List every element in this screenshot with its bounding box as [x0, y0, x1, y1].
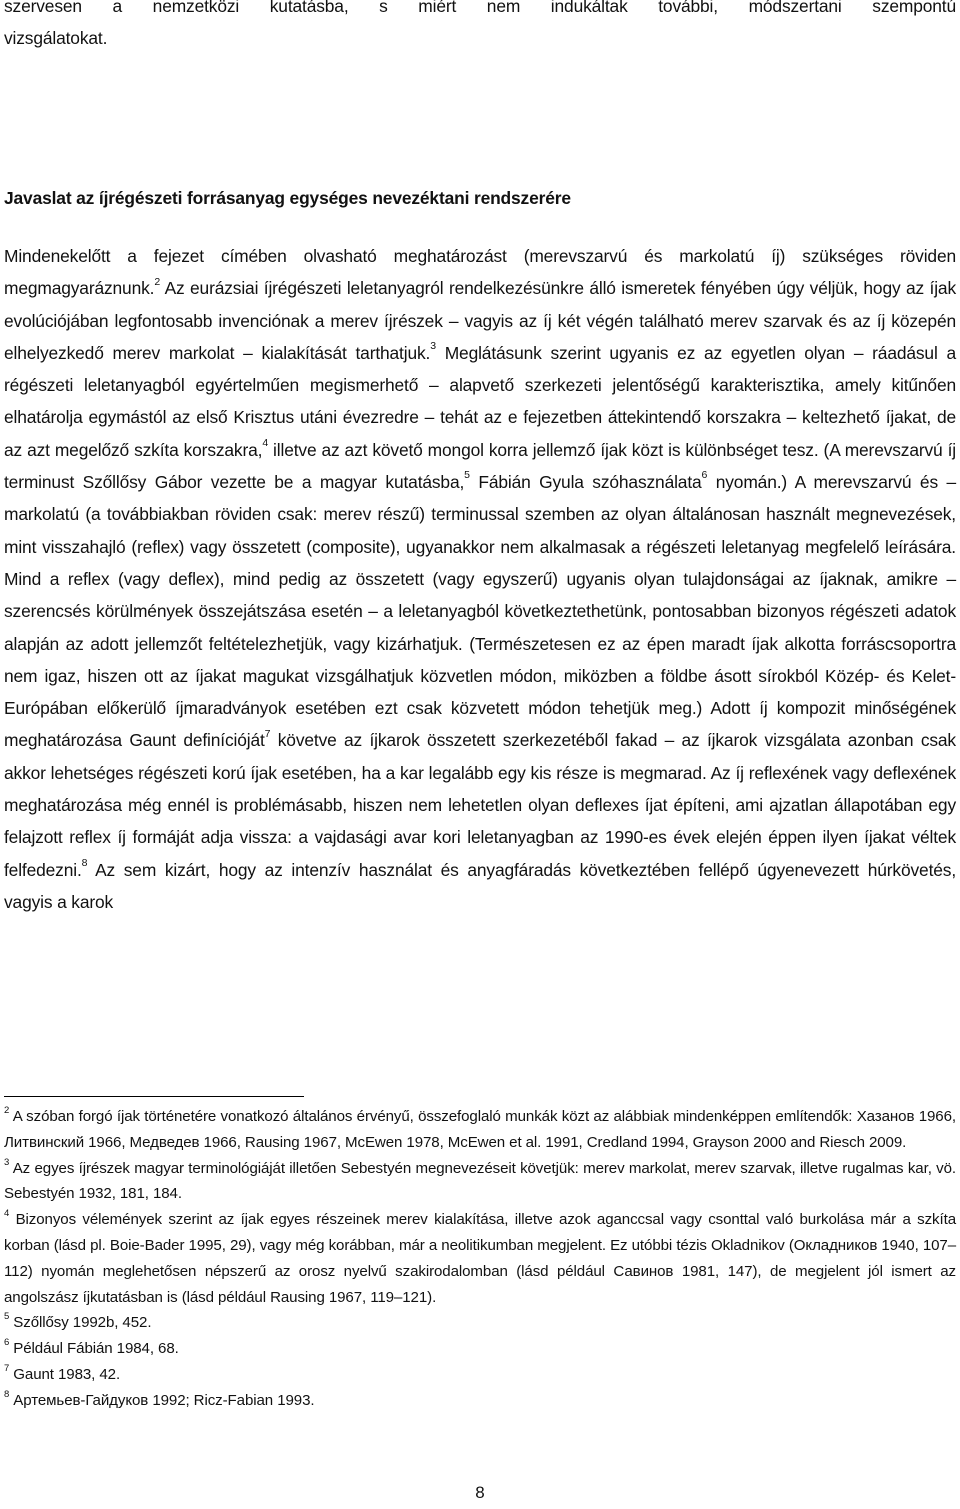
- paragraph-text: követve az íjkarok összetett szerkezetéből fakad – az íjkarok vizsgálata azonban csak akkor lehetséges régészeti korú íjak esetében, ha a kar legalább egy kis része is megmarad. Az íj reflexének vagy deflexének meghatározása még ennél is problémásabb, hiszen nem lehetetlen olyan deflexes íjat építeni, ami ajzatlan állapotában egy felajzott reflex íj formáját adja vissza: a vajdasági avar kori leletanyagban az 1990-es évek elején éppen ilyen íjakat véltek felfedezni.: [4, 730, 956, 880]
- footnote-7: [4, 1362, 956, 1388]
- footnote-separator: [4, 1096, 304, 1097]
- footnote-6: [4, 1336, 956, 1362]
- footnote-5: [4, 1310, 956, 1336]
- footnote-8: [4, 1388, 956, 1414]
- footnote-ref-4[interactable]: 4: [262, 436, 269, 449]
- footnote-text: Артемьев-Гайдуков 1992; Ricz-Fabian 1993.: [9, 1391, 315, 1409]
- footnote-ref-5[interactable]: 5: [464, 469, 470, 482]
- intro-line-2: vizsgálatokat.: [4, 28, 108, 49]
- footnote-number: 2: [4, 1104, 10, 1116]
- footnote-number: 3: [4, 1156, 10, 1168]
- paragraph-text: Az sem kizárt, hogy az intenzív használat és anyagfáradás következtében fellépő úgyenevezett húrkövetés, vagyis a karok: [4, 859, 956, 912]
- intro-text: [4, 0, 956, 55]
- footnote-ref-6[interactable]: 6: [701, 469, 708, 482]
- paragraph-text: Fábián Gyula szóhasználata: [469, 472, 702, 493]
- footnote-number: 4: [4, 1208, 10, 1220]
- footnote-2: [4, 1104, 956, 1156]
- footnote-ref-3[interactable]: 3: [430, 340, 436, 353]
- paragraph-text: Az eurázsiai íjrégészeti leletanyagról rendelkezésünkre álló ismeretek fényében úgy véljük, hogy az íjak evolúciójában legfontosabb invenciónak a merev íjrészek – vagyis az íj két végén található merev szarvak és az íj közepén elhelyezkedő merev markolat – kialakítását tarthatjuk.: [4, 278, 956, 363]
- footnote-ref-7[interactable]: 7: [264, 727, 271, 740]
- paragraph-text: nyomán.) A merevszarvú és –markolatú (a továbbiakban röviden csak: merev részű) terminussal szemben az olyan általánosan használt megnevezések, mint visszahajló (reflex) vagy összetett (composite), ugyanakkor nem alkalmasak a régészeti leletanyag megfelelő leírására. Mind a reflex (vagy deflex), mind pedig az összetett (vagy egyszerű) ugyanis olyan tulajdonságai az íjaknak, amikre – szerencsés körülmények összejátszása esetén – a leletanyagból következtethetünk, pontosabban bizonyos régészeti adatok alapján az adott jellemzőt feltételezhetjük, vagy kizárhatjuk. (Természetesen ez az épen maradt íjak alkotta forráscsoportra nem igaz, hiszen ott az íjakat magukat vizsgálhatjuk közvetlen módon, miközben a földbe ásott sírokból Közép- és Kelet-Európában előkerülő íjmaradványok esetében ezt csak közvetett módon tehetjük meg.) Adott íj kompozit minőségének meghatározása Gaunt definícióját: [4, 472, 957, 751]
- main-paragraph: [4, 240, 956, 918]
- footnotes: [4, 1104, 956, 1414]
- intro-line-1: szervesen a nemzetközi kutatásba, s miért nem indukáltak további, módszertani szempontú: [4, 0, 956, 16]
- footnote-4: [4, 1207, 956, 1310]
- page-number: 8: [475, 1483, 485, 1502]
- footnote-text: Például Fábián 1984, 68.: [9, 1340, 179, 1358]
- footnote-ref-8[interactable]: 8: [81, 856, 88, 869]
- footnote-text: A szóban forgó íjak történetére vonatkozó általános érvényű, összefoglaló munkák közt az alábbiak mindenképpen említendők: Хазанов 1966, Литвинский 1966, Медведев 1966, Rausing 1967, McEwen 1978, McEwen et al. 1991, Credland 1994, Grayson 2000 and Riesch 2009.: [4, 1108, 956, 1151]
- paragraph-body: [4, 240, 956, 918]
- footnote-3: [4, 1156, 956, 1208]
- footnote-text: Az egyes íjrészek magyar terminológiáját illetően Sebestyén megnevezéseit követjük: merev markolat, merev szarvak, illetve rugalmas kar, vö. Sebestyén 1932, 181, 184.: [4, 1159, 956, 1203]
- footnote-number: 6: [4, 1337, 10, 1349]
- footnote-text: Szőllősy 1992b, 452.: [9, 1314, 152, 1332]
- footnote-number: 8: [4, 1388, 10, 1400]
- footnote-number: 5: [4, 1311, 10, 1323]
- paragraph-text: Meglátásunk szerint ugyanis ez az egyetlen olyan – ráadásul a régészeti leletanyagból egyértelműen megismerhető – alapvető szerkezeti jelentőségű karakterisztika, amely kitűnően elhatárolja egymástól az első Krisztus utáni évezredre – tehát az e fejezetben áttekintendő korszakra – keltezhető íjakat, de az azt megelőző szkíta korszakra,: [4, 342, 956, 460]
- paragraph-text: illetve az azt követő mongol korra jellemző íjak közt is különbséget tesz. (A merevszarvú íj terminust Szőllősy Gábor vezette be a magyar kutatásba,: [4, 439, 956, 493]
- section-heading: Javaslat az íjrégészeti forrásanyag egységes nevezéktani rendszerére: [4, 188, 571, 208]
- footnote-number: 7: [4, 1362, 10, 1374]
- footnote-ref-2[interactable]: 2: [154, 275, 161, 288]
- paragraph-text: Mindenekelőtt a fejezet címében olvasható meghatározást (merevszarvú és markolatú íj) szükséges röviden megmagyaráznunk.: [4, 246, 956, 299]
- footnote-text: Bizonyos vélemények szerint az íjak egyes részeinek merev kialakítása, illetve azok aganccsal vagy csonttal való burkolása már a szkíta korban (lásd pl. Boie-Bader 1995, 29), vagy még korábban, már a neolitikumban megjelent. Ez utóbbi tézis Okladnikov (Окладников 1940, 107–112) nyomán meglehetősen népszerű az orosz nyelvű szakirodalomban (lásd például Савинов 1981, 147), de megjelent jól ismert az angolszász íjkutatásban is (lásd például Rausing 1967, 119–121).: [4, 1211, 956, 1306]
- footnote-text: Gaunt 1983, 42.: [9, 1365, 121, 1383]
